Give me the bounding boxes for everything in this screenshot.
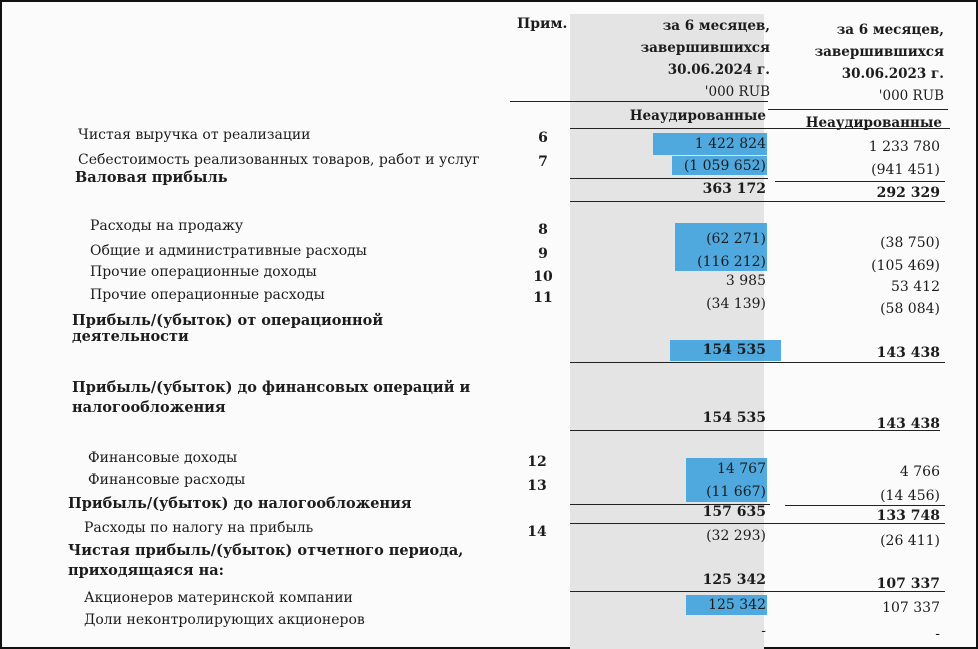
note-column-header: Прим.: [517, 16, 568, 32]
label-other-expenses: Прочие операционные расходы: [90, 287, 325, 303]
label-finance-expenses: Финансовые расходы: [88, 472, 246, 488]
value-2024-income-tax: (32 293): [706, 528, 766, 544]
note-selling: 8: [538, 222, 548, 238]
value-2023-finance-expenses: (14 456): [880, 488, 940, 504]
value-2024-revenue: 1 422 824: [694, 136, 766, 152]
col2024-header-date: 30.06.2024 г.: [667, 62, 770, 78]
rule-after-operating-profit: [570, 362, 945, 363]
label-pre-finance-line1: Прибыль/(убыток) до финансовых операций и: [72, 379, 471, 396]
rule-after-pretax: [570, 523, 945, 524]
value-2023-admin: (105 469): [871, 258, 940, 274]
header-rule-col2024: [510, 101, 768, 102]
value-2023-parent: 107 337: [882, 600, 940, 616]
col2023-header-line1: за 6 месяцев,: [836, 22, 944, 38]
rule-after-finance-2023: [785, 505, 945, 506]
value-2024-finance-income: 14 767: [717, 461, 766, 477]
note-income-tax: 14: [527, 524, 547, 540]
col2023-header-unit: '000 RUB: [878, 88, 944, 104]
note-other-income: 10: [533, 269, 553, 285]
header-rule-col2023: [768, 109, 948, 110]
status-rule: [570, 128, 950, 129]
value-2024-admin: (116 212): [697, 254, 766, 270]
value-2023-net-profit: 107 337: [876, 576, 940, 592]
label-admin-expenses: Общие и административные расходы: [90, 243, 367, 259]
value-2023-income-tax: (26 411): [880, 533, 940, 549]
value-2024-parent: 125 342: [708, 597, 766, 613]
label-other-income: Прочие операционные доходы: [90, 264, 317, 280]
label-selling-expenses: Расходы на продажу: [90, 218, 244, 234]
value-2023-finance-income: 4 766: [899, 464, 940, 480]
label-income-tax: Расходы по налогу на прибыль: [84, 520, 314, 536]
value-2024-operating-profit: 154 535: [702, 342, 766, 358]
label-parent-shareholders: Акционеров материнской компании: [84, 590, 353, 606]
value-2024-cogs: (1 059 652): [683, 158, 766, 174]
label-operating-profit-line2: деятельности: [72, 328, 189, 345]
value-2024-pretax: 157 635: [702, 504, 766, 520]
value-2024-selling: (62 271): [706, 231, 766, 247]
value-2023-cogs: (941 451): [871, 162, 940, 178]
col2023-header-date: 30.06.2023 г.: [841, 66, 944, 82]
value-2023-pretax: 133 748: [876, 508, 940, 524]
value-2024-nci: -: [761, 623, 766, 639]
note-revenue: 6: [538, 130, 548, 146]
label-pre-finance-line2: налогообложения: [72, 399, 226, 416]
label-net-profit-line1: Чистая прибыль/(убыток) отчетного периода,: [68, 542, 464, 559]
note-cogs: 7: [538, 154, 548, 170]
value-2024-pre-finance: 154 535: [702, 410, 766, 426]
rule-after-cogs-2024: [570, 178, 768, 179]
label-gross-profit: Валовая прибыль: [75, 169, 228, 186]
label-net-profit-line2: приходящаяся на:: [68, 562, 224, 579]
col2024-header-line1: за 6 месяцев,: [662, 18, 770, 34]
rule-after-gross: [570, 201, 945, 202]
note-finance-expenses: 13: [527, 478, 547, 494]
label-cogs: Себестоимость реализованных товаров, работ и услуг: [78, 152, 480, 168]
value-2024-net-profit: 125 342: [702, 572, 766, 588]
label-finance-income: Финансовые доходы: [88, 450, 238, 466]
value-2023-other-income: 53 412: [891, 279, 940, 295]
value-2024-other-expenses: (34 139): [706, 296, 766, 312]
value-2024-other-income: 3 985: [725, 273, 766, 289]
value-2023-operating-profit: 143 438: [876, 345, 940, 361]
col2023-status: Неаудированные: [805, 115, 942, 131]
rule-after-cogs-2023: [775, 181, 945, 182]
value-2023-nci: -: [935, 626, 940, 642]
label-operating-profit-line1: Прибыль/(убыток) от операционной: [72, 312, 384, 329]
value-2023-gross-profit: 292 329: [876, 185, 940, 201]
col2024-header-unit: '000 RUB: [704, 84, 770, 100]
col2024-header-line2: завершившихся: [640, 40, 770, 56]
value-2023-revenue: 1 233 780: [868, 139, 940, 155]
rule-after-net-profit: [570, 591, 945, 592]
rule-after-pre-finance: [570, 430, 940, 431]
col2024-status: Неаудированные: [629, 108, 766, 124]
value-2023-pre-finance: 143 438: [876, 416, 940, 432]
value-2024-gross-profit: 363 172: [702, 181, 766, 197]
note-finance-income: 12: [527, 454, 547, 470]
value-2023-other-expenses: (58 084): [880, 301, 940, 317]
value-2024-finance-expenses: (11 667): [706, 484, 766, 500]
col2023-header-line2: завершившихся: [814, 44, 944, 60]
label-pretax-profit: Прибыль/(убыток) до налогообложения: [68, 495, 412, 512]
note-other-expenses: 11: [533, 290, 553, 306]
label-non-controlling-interests: Доли неконтролирующих акционеров: [84, 612, 365, 628]
value-2023-selling: (38 750): [880, 235, 940, 251]
note-admin: 9: [538, 246, 548, 262]
label-revenue: Чистая выручка от реализации: [78, 127, 311, 143]
